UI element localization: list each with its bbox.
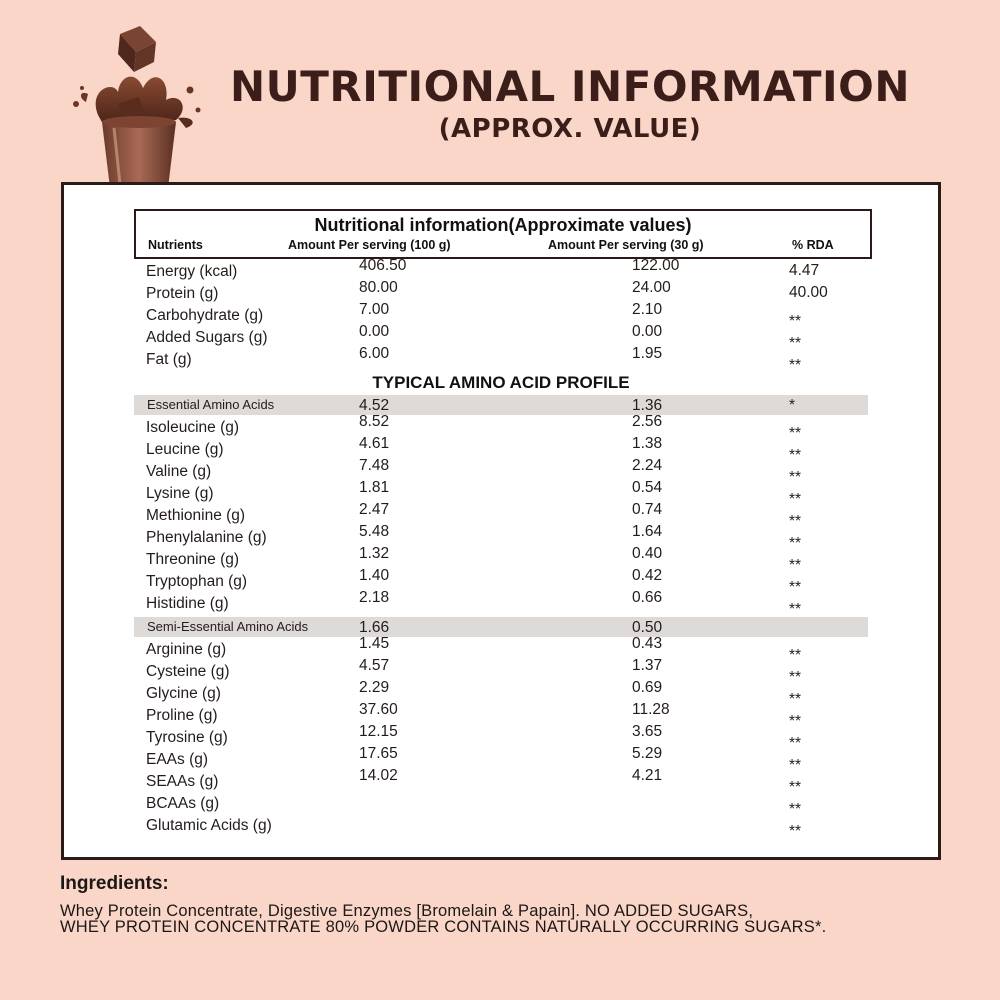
cell-v100: 8.52 [359,413,390,430]
cell-name: Energy (kcal) [146,263,238,280]
cell-v100: 17.65 [359,745,398,762]
cell-name: Arginine (g) [146,641,227,658]
table-row [64,567,938,596]
table-row [64,479,938,508]
ingredients-line-1: Whey Protein Concentrate, Digestive Enzymes [Bromelain & Papain]. NO ADDED SUGARS, [60,902,754,920]
cell-v30: 1.36 [632,397,663,414]
cell-v100: 4.52 [359,397,390,414]
cell-name: Semi-Essential Amino Acids [147,619,309,634]
cell-name: Leucine (g) [146,441,224,458]
cell-name: BCAAs (g) [146,795,220,812]
cell-rda: ** [789,491,802,508]
table-row [64,589,938,618]
cell-v30: 3.65 [632,723,663,740]
table-row [64,435,938,464]
cell-name: Tyrosine (g) [146,729,228,746]
cell-v100: 2.29 [359,679,390,696]
cell-rda: ** [789,757,802,774]
cell-name: Valine (g) [146,463,212,480]
cell-rda: 4.47 [789,262,820,279]
cell-name: Isoleucine (g) [146,419,240,436]
table-row [64,501,938,530]
cell-name: Fat (g) [146,351,192,368]
table-row [64,745,938,774]
table-row [64,301,938,330]
ingredients-line-2: WHEY PROTEIN CONCENTRATE 80% POWDER CONTAINS NATURALLY OCCURRING SUGARS*. [60,918,827,936]
cell-rda: ** [789,469,802,486]
table-row [64,523,938,552]
table-row [64,767,938,796]
cell-rda: ** [789,535,802,552]
cell-rda: * [789,397,796,414]
cell-rda: ** [789,447,802,464]
cell-v100: 6.00 [359,345,390,362]
table-row [64,545,938,574]
page-title: NUTRITIONAL INFORMATION [229,62,911,111]
cell-v100: 12.15 [359,723,398,740]
cell-v100: 37.60 [359,701,398,718]
cell-rda: ** [789,713,802,730]
cell-v30: 1.95 [632,345,663,362]
cell-v30: 0.00 [632,323,663,340]
table-row [64,817,938,839]
cell-v100: 4.61 [359,435,390,452]
table-header [134,209,872,259]
cell-rda: ** [789,735,802,752]
table-row [64,345,938,374]
cell-rda: ** [789,669,802,686]
cell-v30: 1.37 [632,657,663,674]
cell-name: Added Sugars (g) [146,329,268,346]
cell-v30: 0.40 [632,545,663,562]
cell-v100: 7.48 [359,457,390,474]
cell-v30: 122.00 [632,257,680,274]
cell-v100: 1.81 [359,479,390,496]
cell-rda: ** [789,513,802,530]
cell-name: Proline (g) [146,707,218,724]
cell-v30: 2.10 [632,301,663,318]
cell-v30: 1.38 [632,435,663,452]
cell-v30: 11.28 [632,701,670,718]
cell-v30: 0.66 [632,589,663,606]
page-subtitle: (APPROX. VALUE) [438,114,702,144]
cell-v100: 0.00 [359,323,390,340]
cell-v30: 1.64 [632,523,663,540]
cell-rda: ** [789,691,802,708]
table-row [64,679,938,708]
table-row [64,413,938,442]
cell-v30: 0.43 [632,635,663,652]
cell-v30: 0.74 [632,501,663,518]
cell-name: Phenylalanine (g) [146,529,267,546]
cell-v100: 2.18 [359,589,390,606]
cell-v100: 1.32 [359,545,390,562]
cell-v30: 0.42 [632,567,663,584]
cell-v30: 0.69 [632,679,663,696]
cell-name: Threonine (g) [146,551,240,568]
cell-v100: 2.47 [359,501,390,518]
cell-rda: ** [789,801,802,818]
table-row [64,635,938,664]
table-row [64,279,938,307]
cell-name: EAAs (g) [146,751,209,768]
cell-v100: 7.00 [359,301,390,318]
cell-v30: 24.00 [632,279,671,296]
cell-v30: 0.50 [632,619,663,636]
cell-v100: 1.66 [359,619,390,636]
table-row [64,457,938,486]
table-row [64,795,938,817]
table-row [64,701,938,730]
cell-rda: ** [789,647,802,664]
cell-v30: 4.21 [632,767,663,784]
ingredients-heading: Ingredients: [60,873,169,894]
table-row [64,323,938,352]
cell-name: Lysine (g) [146,485,214,502]
chocolate-splash-glass-icon [58,20,218,190]
cell-rda: ** [789,601,802,618]
table-subheading-row [64,397,938,419]
cell-name: Essential Amino Acids [147,397,275,412]
cell-v100: 406.50 [359,257,407,274]
col-30g: Amount Per serving (30 g) [548,238,704,252]
cell-name: Methionine (g) [146,507,246,524]
cell-rda: 40.00 [789,284,828,301]
cell-name: Glutamic Acids (g) [146,817,272,834]
table-title: Nutritional information(Approximate values) [314,215,692,235]
cell-name: Cysteine (g) [146,663,230,680]
cell-v30: 2.24 [632,457,663,474]
cell-rda: ** [789,557,802,574]
cell-name: Tryptophan (g) [146,573,248,590]
table-row [64,723,938,752]
cell-v100: 4.57 [359,657,390,674]
col-nutrients: Nutrients [148,238,203,252]
cell-v30: 2.56 [632,413,663,430]
cell-rda: ** [789,313,802,330]
amino-section-title: TYPICAL AMINO ACID PROFILE [372,373,630,392]
nutrition-panel [61,182,941,860]
cell-v100: 5.48 [359,523,390,540]
col-100g: Amount Per serving (100 g) [288,238,451,252]
cell-rda: ** [789,579,802,596]
cell-v100: 14.02 [359,767,398,784]
cell-name: Carbohydrate (g) [146,307,264,324]
cell-v30: 0.54 [632,479,663,496]
cell-v30: 5.29 [632,745,663,762]
cell-rda: ** [789,779,802,796]
table-row [64,257,938,285]
table-row [64,657,938,686]
table-subheading-row [64,619,938,641]
cell-name: SEAAs (g) [146,773,219,790]
cell-name: Protein (g) [146,285,219,302]
cell-rda: ** [789,357,802,374]
cell-rda: ** [789,425,802,442]
cell-v100: 1.40 [359,567,390,584]
col-rda: % RDA [792,238,834,252]
cell-v100: 80.00 [359,279,398,296]
cell-name: Glycine (g) [146,685,221,702]
cell-rda: ** [789,823,802,840]
cell-v100: 1.45 [359,635,390,652]
cell-rda: ** [789,335,802,352]
cell-name: Histidine (g) [146,595,229,612]
